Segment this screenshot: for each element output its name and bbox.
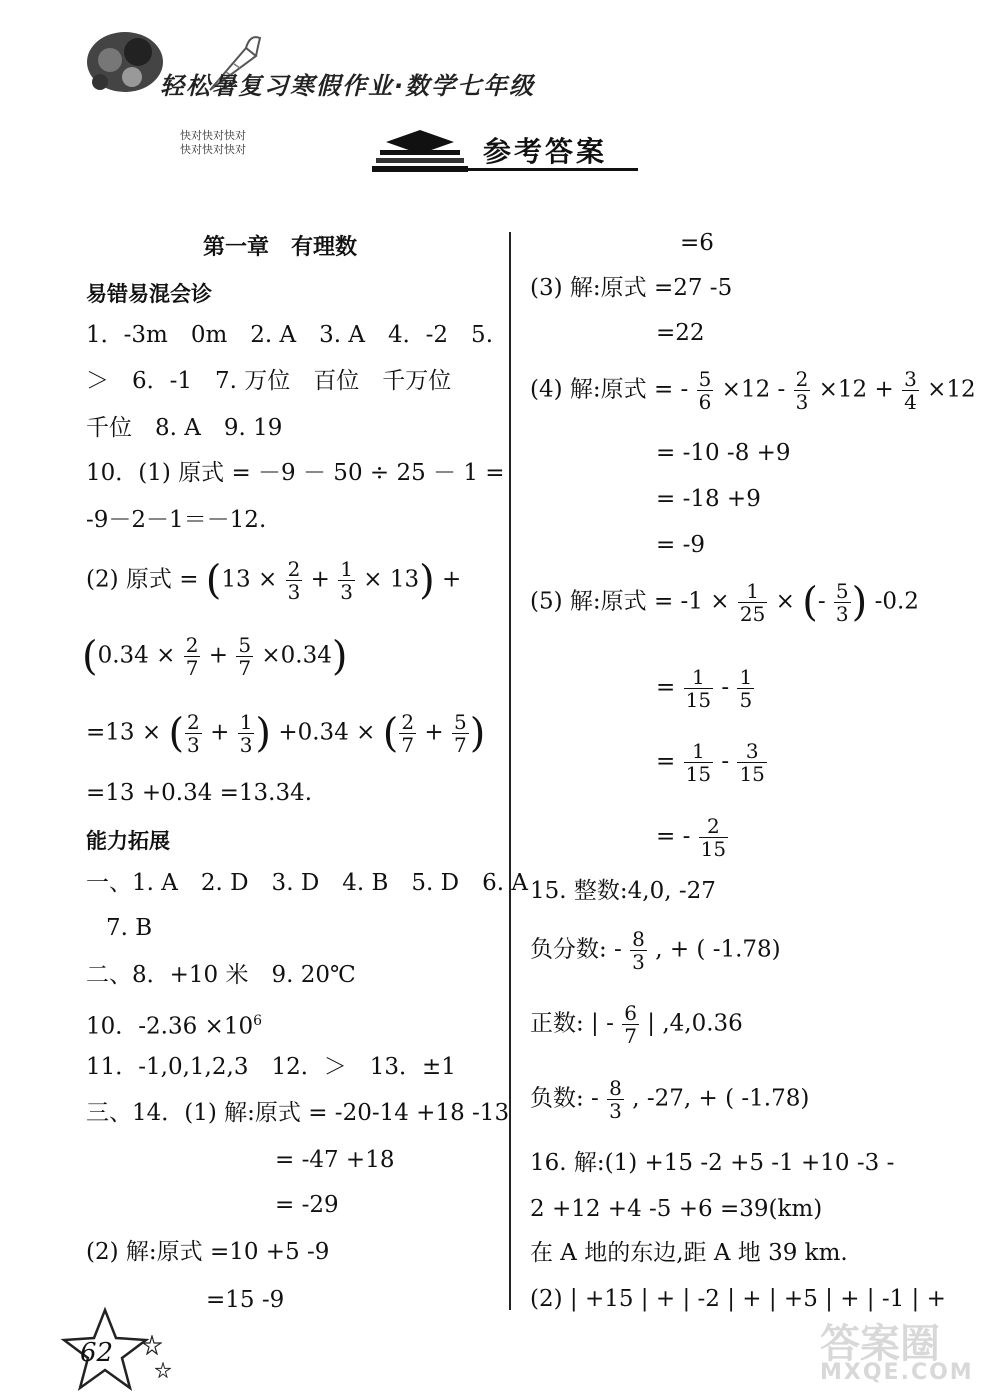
text: - — [817, 588, 826, 615]
answer-line: -9－2－1＝－12. — [86, 507, 267, 533]
text: - — [721, 748, 730, 775]
paren: ) — [469, 710, 486, 757]
fraction — [452, 711, 469, 756]
title-underline — [380, 168, 638, 171]
numerator: 1 — [684, 740, 713, 763]
denominator: 3 — [239, 733, 253, 757]
text: ×0.34 — [261, 642, 332, 669]
answer-line: 16. 解:(1) +15 -2 +5 -1 +10 -3 - — [530, 1150, 895, 1176]
answer-line: 一、1. A 2. D 3. D 4. B 5. D 6. A — [86, 870, 528, 896]
equation-line — [530, 928, 781, 973]
denominator: 5 — [739, 688, 753, 712]
text: , + ( -1.78) — [655, 936, 781, 963]
answer-line: =22 — [656, 320, 705, 346]
answer-line: =6 — [680, 230, 714, 256]
numerator: 2 — [699, 815, 728, 838]
numerator: 1 — [239, 710, 253, 734]
text: (2) 原式 = — [86, 566, 199, 593]
small-star-icon — [155, 1362, 171, 1378]
numerator: 3 — [904, 367, 917, 391]
numerator: 1 — [738, 580, 767, 603]
text: + — [208, 642, 229, 669]
text: ×12 - — [721, 376, 786, 403]
denominator: 3 — [632, 950, 645, 974]
denominator: 3 — [835, 602, 849, 626]
text: + — [210, 719, 230, 746]
denominator: 25 — [739, 602, 766, 626]
header-slogan-2: 快对快对快对 — [180, 143, 246, 156]
denominator: 3 — [340, 580, 353, 604]
text: ×12 + — [818, 376, 894, 403]
numerator: 1 — [739, 665, 753, 689]
answer-line: = -47 +18 — [275, 1147, 395, 1173]
numerator: 5 — [698, 367, 712, 391]
text: (4) 解:原式 = - — [530, 376, 689, 403]
text: + — [442, 566, 462, 593]
chapter-title: 第一章 有理数 — [203, 235, 358, 260]
denominator: 3 — [795, 390, 809, 414]
numerator: 2 — [287, 557, 301, 581]
answer-line: 11．-1,0,1,2,3 12．＞ 13．±1 — [86, 1054, 456, 1080]
equation-line — [530, 368, 976, 413]
denominator: 7 — [185, 656, 199, 680]
text: ×12 — [927, 376, 976, 403]
text: 负分数: - — [530, 936, 622, 963]
equation-line — [656, 666, 755, 711]
fraction — [738, 580, 767, 625]
paren: ( — [82, 633, 98, 680]
exponent: 6 — [253, 1013, 263, 1029]
answer-line: 2 +12 +4 -5 +6 =39(km) — [530, 1196, 823, 1222]
fraction — [236, 634, 253, 679]
answer-line: 1．-3m 0m 2. A 3. A 4．-2 5. — [86, 322, 494, 348]
section-heading-ability: 能力拓展 — [86, 829, 170, 853]
paren: ( — [168, 710, 185, 757]
watermark-url: MXQE.COM — [820, 1360, 974, 1385]
numerator: 5 — [835, 579, 849, 603]
equation-line — [530, 1077, 809, 1122]
answer-line: 二、8．+10 米 9. 20℃ — [86, 962, 356, 988]
fraction — [834, 580, 851, 625]
text: 负数: - — [530, 1085, 599, 1112]
mascot-illustration — [80, 22, 170, 97]
fraction — [185, 711, 202, 756]
answer-line: 三、14．(1) 解:原式 = -20-14 +18 -13 — [86, 1100, 510, 1126]
paren: ( — [205, 557, 222, 604]
answer-line: = -29 — [275, 1192, 339, 1218]
section-heading-errors: 易错易混会诊 — [86, 282, 212, 306]
text: + — [424, 719, 444, 746]
fraction — [238, 711, 255, 756]
text: + — [310, 566, 330, 593]
small-star-icon — [142, 1335, 162, 1355]
equation-line — [530, 1002, 743, 1047]
text: 13 × — [221, 566, 278, 593]
answer-line: ＞ 6．-1 7. 万位 百位 千万位 — [86, 368, 452, 394]
answer-line: 千位 8. A 9. 19 — [86, 415, 283, 441]
fraction — [794, 368, 811, 413]
answer-line: =15 -9 — [206, 1287, 285, 1313]
fraction — [607, 1077, 624, 1122]
denominator: 15 — [700, 837, 727, 861]
answer-line: (2) 解:原式 =10 +5 -9 — [86, 1239, 330, 1265]
denominator: 4 — [904, 390, 917, 414]
numerator: 2 — [185, 633, 199, 657]
answer-line: 在 A 地的东边,距 A 地 39 km. — [530, 1240, 848, 1266]
fraction — [338, 558, 355, 603]
text: =13 × — [86, 719, 162, 746]
answer-line — [86, 1006, 262, 1042]
answer-line: 7. B — [106, 915, 153, 941]
denominator: 3 — [609, 1099, 622, 1123]
text: = - — [656, 823, 691, 850]
text: (5) 解:原式 = -1 × — [530, 588, 730, 615]
fraction — [684, 666, 713, 711]
watermark-logo: 答案圈 — [820, 1321, 940, 1367]
equation-line — [86, 711, 485, 756]
denominator: 7 — [624, 1024, 637, 1048]
fraction — [184, 634, 201, 679]
numerator: 5 — [453, 710, 467, 734]
numerator: 1 — [684, 666, 713, 689]
numerator: 3 — [737, 740, 766, 763]
numerator: 8 — [632, 927, 645, 951]
numerator: 5 — [238, 633, 252, 657]
numerator: 2 — [795, 367, 809, 391]
answer-line: = -9 — [656, 532, 705, 558]
numerator: 1 — [340, 557, 353, 581]
equation-line — [530, 580, 919, 625]
equation-line — [656, 740, 768, 785]
text: 10．-2.36 ×10 — [86, 1013, 254, 1040]
numerator: 2 — [187, 710, 200, 734]
text: = — [656, 674, 676, 701]
answers-title: 参考答案 — [483, 135, 608, 168]
paren: ) — [255, 710, 272, 757]
column-divider — [509, 232, 511, 1310]
fraction — [286, 558, 303, 603]
fraction — [622, 1002, 639, 1047]
denominator: 7 — [238, 656, 252, 680]
text: = — [656, 748, 676, 775]
text: | ,4,0.36 — [647, 1010, 743, 1037]
equation-line — [656, 815, 729, 860]
answer-line: 15. 整数:4,0, -27 — [530, 878, 716, 904]
denominator: 3 — [187, 733, 200, 757]
answer-line: =13 +0.34 =13.34. — [86, 780, 313, 806]
denominator: 15 — [685, 688, 712, 712]
paren: ( — [802, 579, 818, 626]
text: , -27, + ( -1.78) — [632, 1085, 810, 1112]
numerator: 8 — [609, 1076, 622, 1100]
numerator: 6 — [624, 1001, 637, 1025]
equation-line — [82, 634, 348, 679]
text: 正数: | - — [530, 1010, 614, 1037]
header-slogan-1: 快对快对快对 — [180, 129, 246, 142]
paren: ( — [382, 710, 399, 757]
paren: ) — [419, 557, 435, 604]
denominator: 7 — [453, 733, 467, 757]
fraction — [399, 711, 416, 756]
text: × 13 — [363, 566, 420, 593]
denominator: 3 — [287, 580, 301, 604]
denominator: 6 — [698, 390, 712, 414]
fraction — [902, 368, 919, 413]
fraction — [737, 740, 766, 785]
fraction — [630, 928, 647, 973]
fraction — [737, 666, 754, 711]
header-title: 轻松暑复习寒假作业·数学七年级 — [160, 72, 536, 100]
fraction — [684, 740, 713, 785]
denominator: 15 — [739, 762, 765, 786]
answer-line: = -18 +9 — [656, 486, 761, 512]
denominator: 7 — [401, 733, 415, 757]
answer-line: 10．(1) 原式 = －9 － 50 ÷ 25 － 1 = — [86, 460, 505, 486]
text: -0.2 — [874, 588, 919, 615]
denominator: 15 — [685, 762, 712, 786]
text: +0.34 × — [278, 719, 376, 746]
text: - — [721, 674, 730, 701]
paren: ) — [851, 579, 868, 626]
page-number: 62 — [80, 1338, 114, 1368]
text: 0.34 × — [97, 642, 176, 669]
answer-line: = -10 -8 +9 — [656, 440, 791, 466]
answer-line: (2) | +15 | + | -2 | + | +5 | + | -1 | + — [530, 1286, 946, 1312]
fraction — [699, 815, 728, 860]
fraction — [697, 368, 714, 413]
equation-line — [86, 558, 461, 603]
paren: ) — [331, 633, 348, 680]
answer-line: (3) 解:原式 =27 -5 — [530, 275, 733, 301]
text: × — [775, 588, 795, 615]
numerator: 2 — [401, 710, 415, 734]
